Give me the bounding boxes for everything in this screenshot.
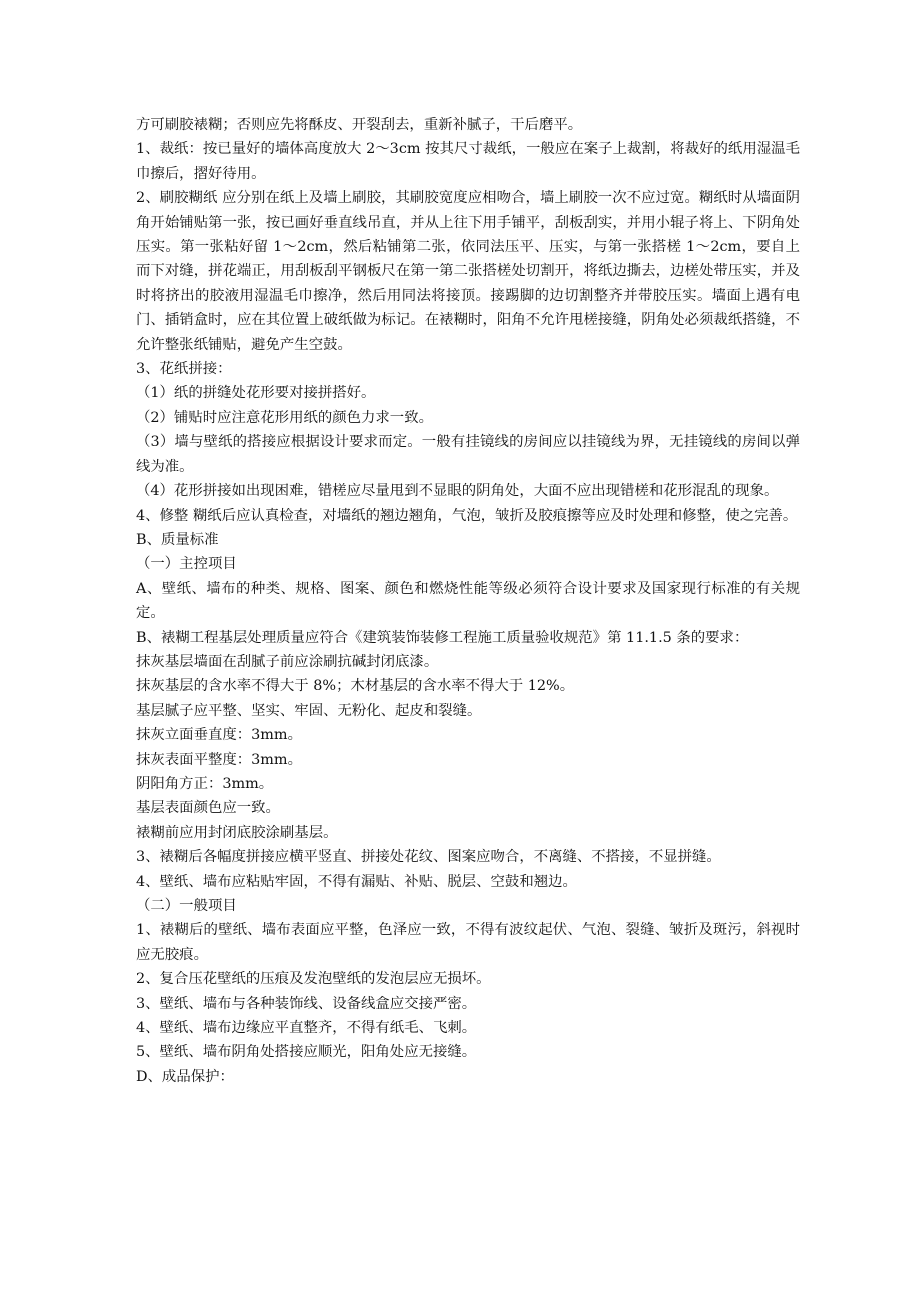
- paragraph-putty: 基层腻子应平整、坚实、牢固、无粉化、起皮和裂缝。: [136, 702, 482, 719]
- paragraph-general-3: 3、壁纸、墙布与各种装饰线、设备线盒应交接严密。: [136, 995, 477, 1012]
- paragraph-step-3-item-1: （1）纸的拼缝处花形要对接拼搭好。: [136, 385, 376, 402]
- paragraph-step-4-trimming: 4、修整 糊纸后应认真检查，对墙纸的翘边翘角，气泡，皱折及胶痕擦等应及时处理和修整，使之完善。: [136, 507, 798, 524]
- paragraph-primer: 裱糊前应用封闭底胶涂刷基层。: [136, 824, 338, 841]
- paragraph-continuation: 方可刷胶裱糊；否则应先将酥皮、开裂刮去，重新补腻子，干后磨平。: [136, 117, 583, 133]
- paragraph-base-sealer: 抹灰基层墙面在刮腻子前应涂刷抗碱封闭底漆。: [136, 653, 439, 670]
- section-heading-protection: D、成品保护：: [136, 1068, 234, 1085]
- paragraph-step-3-heading: 3、花纸拼接：: [136, 361, 232, 378]
- paragraph-verticality: 抹灰立面垂直度：3mm。: [136, 727, 302, 744]
- paragraph-moisture: 抹灰基层的含水率不得大于 8%；木材基层的含水率不得大于 12%。: [136, 678, 575, 695]
- section-heading-quality: B、质量标准: [136, 531, 219, 548]
- subsection-heading-general: （二）一般项目: [136, 898, 237, 914]
- paragraph-general-2: 2、复合压花壁纸的压痕及发泡壁纸的发泡层应无损坏。: [136, 971, 491, 988]
- paragraph-general-4: 4、壁纸、墙布边缘应平直整齐，不得有纸毛、飞刺。: [136, 1020, 477, 1037]
- paragraph-step-2-gluing: 2、刷胶糊纸 应分别在纸上及墙上刷胶，其刷胶宽度应相吻合，墙上刷胶一次不应过宽。糊纸时从墙面阴角开始铺贴第一张，按已画好垂直线吊直，并从上往下用手铺平，刮板刮实，并用小辊子将上、下阴角处压实。第一张粘好留 1～2cm，然后粘铺第二张，依同法压平、压实，与第一张搭槎 1～2cm，要自上而下对缝，拼花端正，用刮板刮平钢板尺在第一第二张搭槎处切割开，将纸边撕去，边槎处带压实，并及时将挤出的胶液用湿温毛巾擦净，然后用同法将接顶。接踢脚的边切割整齐并带胶压实。墙面上遇有电门、插销盒时，应在其位置上破纸做为标记。在裱糊时，阳角不允许甩槎接缝，阴角处必须裁纸搭缝，不允许整张纸铺贴，避免产生空鼓。: [136, 190, 800, 353]
- paragraph-step-3-item-2: （2）铺贴时应注意花形用纸的颜色力求一致。: [136, 409, 433, 426]
- paragraph-flatness: 抹灰表面平整度：3mm。: [136, 751, 302, 768]
- paragraph-corner-squareness: 阴阳角方正：3mm。: [136, 775, 274, 792]
- subsection-heading-main: （一）主控项目: [136, 556, 237, 573]
- paragraph-step-1-cutting: 1、裁纸：按已量好的墙体高度放大 2～3cm 按其尺寸裁纸，一般应在案子上裁割，将裁好的纸用湿温毛巾擦后，摺好待用。: [136, 141, 800, 182]
- document-body: [136, 113, 800, 1089]
- paragraph-base-color: 基层表面颜色应一致。: [136, 800, 280, 817]
- paragraph-main-a: A、壁纸、墙布的种类、规格、图案、颜色和燃烧性能等级必须符合设计要求及国家现行标准的有关规定。: [136, 580, 800, 622]
- paragraph-main-b: B、裱糊工程基层处理质量应符合《建筑装饰装修工程施工质量验收规范》第 11.1.5 条的要求：: [136, 629, 749, 646]
- paragraph-general-5: 5、壁纸、墙布阴角处搭接应顺光，阳角处应无接缝。: [136, 1044, 477, 1061]
- paragraph-main-3: 3、裱糊后各幅度拼接应横平竖直、拼接处花纹、图案应吻合，不离缝、不搭接，不显拼缝。: [136, 849, 721, 866]
- paragraph-step-3-item-3: （3）墙与壁纸的搭接应根据设计要求而定。一般有挂镜线的房间应以挂镜线为界，无挂镜线的房间以弹线为准。: [136, 434, 800, 475]
- paragraph-main-4: 4、壁纸、墙布应粘贴牢固，不得有漏贴、补贴、脱层、空鼓和翘边。: [136, 873, 577, 890]
- paragraph-step-3-item-4: （4）花形拼接如出现困难，错槎应尽量甩到不显眼的阴角处，大面不应出现错槎和花形混乱的现象。: [136, 483, 779, 500]
- paragraph-general-1: 1、裱糊后的壁纸、墙布表面应平整，色泽应一致，不得有波纹起伏、气泡、裂缝、皱折及斑污，斜视时应无胶痕。: [136, 922, 800, 963]
